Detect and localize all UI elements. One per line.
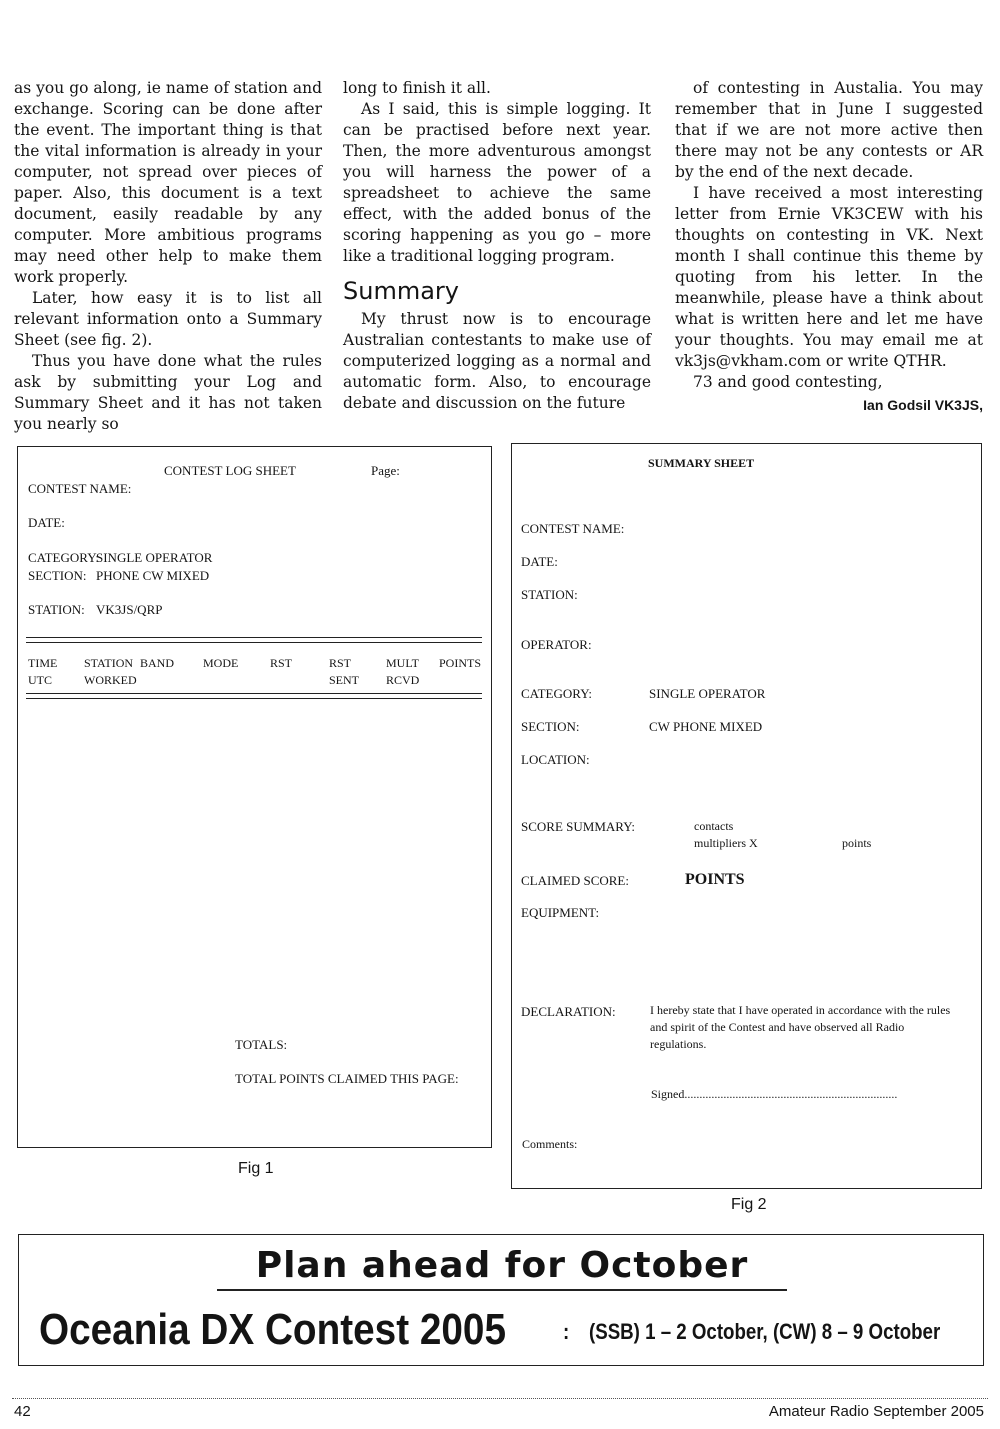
author-signature: Ian Godsil VK3JS, [863,397,983,413]
paragraph: as you go along, ie name of station and exchange. Scoring can be done after the event. The important thing is that the vital information is already in your computer, not spread over pieces of paper. Also, this document is a text document, easily readable by any computer. More ambitious programs may need other help to make them work properly. [14,79,322,286]
operator-label: OPERATOR: [521,637,592,652]
paragraph: Later, how easy it is to list all relevant information onto a Summary Sheet (see fig. 2). [14,289,322,349]
date-label: DATE: [28,515,65,530]
category-value: SINGLE OPERATOR [649,686,766,701]
article-column-2 [343,78,651,414]
page-label: Page: [371,463,400,478]
banner-colon: : [563,1319,570,1344]
col-time: TIME [28,656,58,670]
totals-label: TOTALS: [235,1037,288,1052]
banner-heading: Plan ahead for October [217,1243,787,1291]
fig1-caption: Fig 1 [238,1160,274,1177]
col-mode: MODE [203,656,239,670]
header-rule [26,637,482,643]
paragraph: I have received a most interesting letter from Ernie VK3CEW with his thoughts on contesting in VK. Next month I shall continue this theme by quoting from his letter. In the meanwhile, please have a think about what is written here and let me have your thoughts. You may email me at vk3js@vkham.com or write QTHR. [675,184,983,370]
columns-rule [26,693,482,699]
equipment-label: EQUIPMENT: [521,905,600,920]
col-rst-sent: RST [329,656,352,670]
section-value: PHONE CW MIXED [96,568,210,583]
paragraph: My thrust now is to encourage Australian contestants to make use of computerized logging as a normal and automatic form. Also, to encourage debate and discussion on the future [343,310,651,412]
col-rst: RST [270,656,293,670]
contacts-label: contacts [694,819,734,833]
claimed-points: POINTS [685,871,745,888]
date-label: DATE: [521,554,558,569]
category-value: SINGLE OPERATOR [96,550,213,565]
col-utc: UTC [28,673,52,687]
station-label: STATION: [28,602,85,617]
col-band: BAND [140,656,175,670]
banner-title: Oceania DX Contest 2005 [39,1305,506,1354]
points-label: points [842,836,872,850]
footer-rule [12,1398,988,1399]
claimed-score-label: CLAIMED SCORE: [521,873,629,888]
contest-name-label: CONTEST NAME: [28,481,132,496]
col-worked: WORKED [84,673,137,687]
article-column-3 [675,78,983,416]
col-points: POINTS [439,656,482,670]
article-column-1 [14,78,322,435]
banner-subtitle: (SSB) 1 – 2 October, (CW) 8 – 9 October [589,1319,941,1344]
total-points-label: TOTAL POINTS CLAIMED THIS PAGE: [235,1071,459,1086]
declaration-text: I hereby state that I have operated in accordance with the rules and spirit of the Contest and have observed all Radio regulations. [650,1003,951,1051]
publication-name: Amateur Radio September 2005 [768,1403,984,1420]
paragraph: of contesting in Austalia. You may remember that in June I suggested that if we are not more active then there may not be any contests or AR by the end of the next decade. [675,79,983,181]
summary-sheet-title: SUMMARY SHEET [648,456,755,470]
fig2-caption: Fig 2 [731,1196,767,1213]
paragraph: 73 and good contesting, [693,373,883,391]
paragraph: As I said, this is simple logging. It can be practised before next year. Then, the more adventurous amongst you will harness the power of a spreadsheet to achieve the same effect, with the added bonus of the scoring happening as you go – more like a traditional logging program. [343,100,651,265]
col-mult: MULT [386,656,419,670]
multipliers-label: multipliers X [694,836,758,850]
comments-label: Comments: [522,1137,578,1151]
category-label: CATEGORY: [28,550,100,565]
summary-sheet [511,443,982,1189]
declaration-label: DECLARATION: [521,1004,616,1019]
contest-name-label: CONTEST NAME: [521,521,625,536]
paragraph: Thus you have done what the rules ask by submitting your Log and Summary Sheet and it has not taken you nearly so [14,352,322,433]
contest-log-sheet [17,446,492,1148]
col-sent: SENT [329,673,359,687]
paragraph: long to finish it all. [343,79,491,97]
col-rcvd: RCVD [386,673,420,687]
col-station: STATION [84,656,134,670]
section-label: SECTION: [521,719,580,734]
contest-banner [18,1234,984,1366]
category-label: CATEGORY: [521,686,593,701]
station-label: STATION: [521,587,578,602]
score-summary-label: SCORE SUMMARY: [521,819,636,834]
page-number: 42 [14,1403,31,1420]
station-value: VK3JS/QRP [96,602,163,617]
signed-line: Signed....................................................................... [651,1087,898,1101]
section-heading: Summary [343,277,459,305]
section-value: CW PHONE MIXED [649,719,763,734]
section-label: SECTION: [28,568,87,583]
log-sheet-title: CONTEST LOG SHEET [164,463,296,478]
location-label: LOCATION: [521,752,590,767]
